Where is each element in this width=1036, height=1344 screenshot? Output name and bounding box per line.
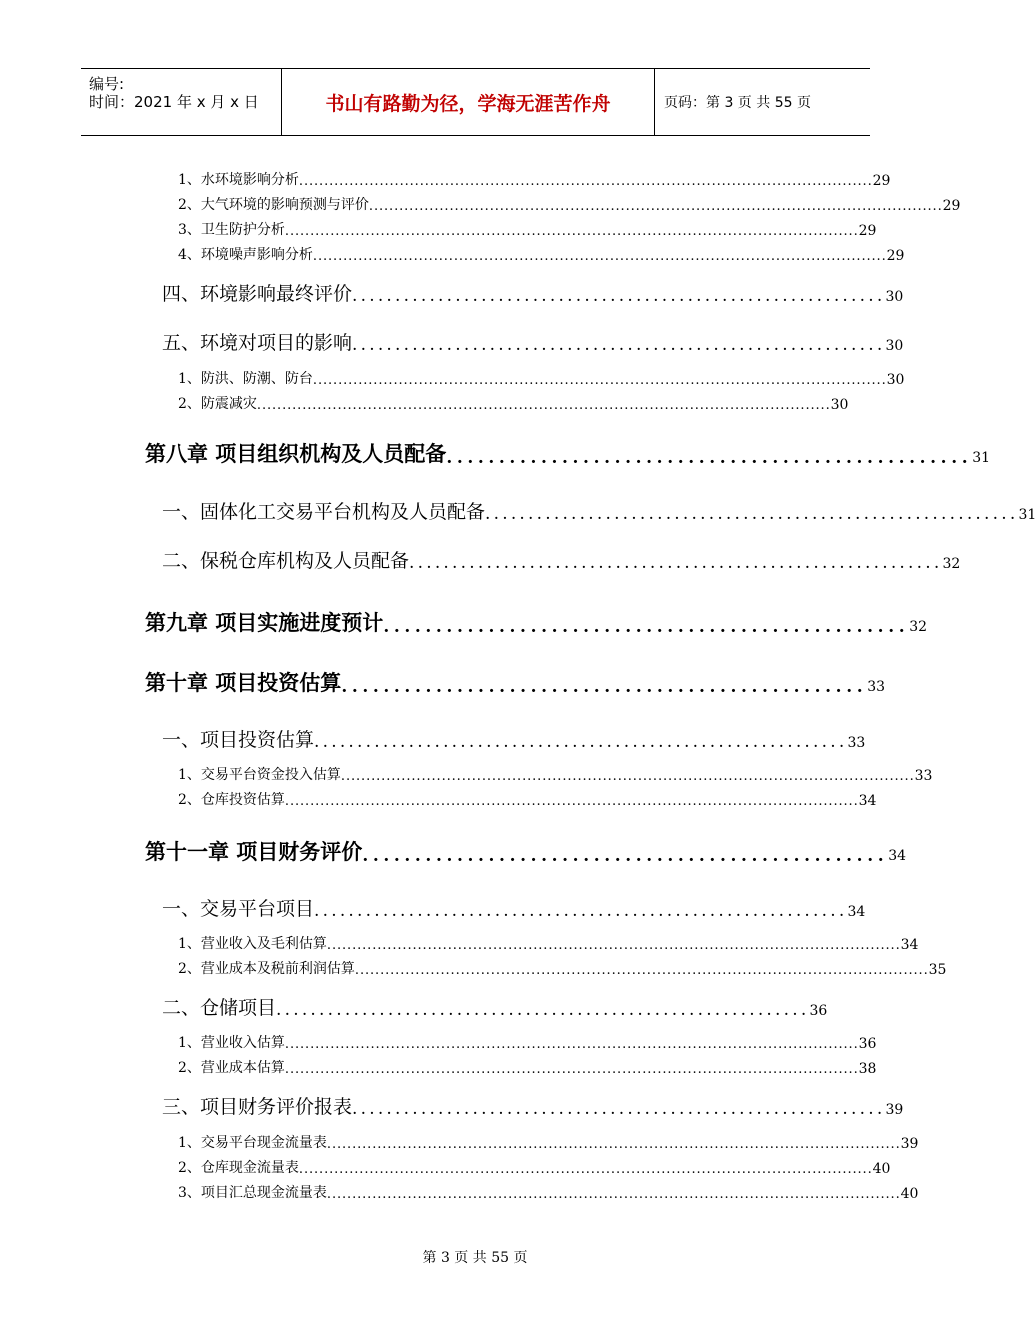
toc-leader: .................................................................................................................. — [340, 769, 915, 784]
toc-leader: .................................................................................................................. — [326, 938, 901, 953]
toc-leader: .................................................................................................................. — [312, 373, 887, 388]
toc-entry-page: 34 — [900, 937, 919, 953]
toc-entry-title: 三、项目财务评价报表 — [162, 1096, 353, 1118]
toc-leader: .................................................................................................................. — [256, 398, 831, 413]
header-motto: 书山有路勤为径，学海无涯苦作舟 — [282, 69, 655, 135]
toc-entry-page: 36 — [858, 1036, 877, 1052]
toc-entry-page: 29 — [886, 248, 905, 264]
toc-leader: .................................................. — [341, 677, 868, 697]
toc-entry[interactable] — [162, 549, 961, 573]
toc-entry[interactable] — [162, 996, 828, 1020]
toc-leader: .................................................................................................................. — [298, 174, 873, 189]
toc-entry-title: 第十章 项目投资估算 — [145, 671, 342, 695]
toc-entry-page: 34 — [847, 904, 866, 920]
toc-entry[interactable] — [162, 282, 904, 306]
toc-entry-page: 38 — [858, 1061, 877, 1077]
toc-entry-title: 1、营业收入及毛利估算 — [178, 936, 327, 952]
toc-entry-page: 40 — [872, 1161, 891, 1177]
toc-leader: .............................................................. — [485, 504, 1019, 524]
toc-entry-title: 2、仓库现金流量表 — [178, 1160, 299, 1176]
toc-entry-title: 1、水环境影响分析 — [178, 172, 299, 188]
toc-entry[interactable] — [178, 246, 905, 264]
toc-entry[interactable] — [178, 171, 891, 189]
toc-leader: .................................................................................................................. — [312, 249, 887, 264]
toc-chapter-entry[interactable] — [145, 667, 886, 697]
toc-entry-title: 第八章 项目组织机构及人员配备 — [145, 442, 447, 466]
toc-entry-page: 30 — [885, 289, 904, 305]
toc-entry-title: 第十一章 项目财务评价 — [145, 840, 363, 864]
toc-leader: .................................................................................................................. — [298, 1162, 873, 1177]
toc-entry[interactable] — [178, 1159, 891, 1177]
toc-leader: .............................................................. — [352, 1099, 886, 1119]
header-page-info: 页码：第 3 页 共 55 页 — [664, 95, 811, 111]
toc-leader: .................................................................................................................. — [368, 199, 943, 214]
toc-chapter-entry[interactable] — [145, 836, 907, 866]
toc-entry-title: 二、仓储项目 — [162, 997, 277, 1019]
toc-leader: .................................................................................................................. — [284, 1062, 859, 1077]
toc-entry[interactable] — [178, 221, 877, 239]
toc-leader: .................................................................................................................. — [326, 1137, 901, 1152]
toc-entry-page: 29 — [858, 223, 877, 239]
toc-leader: .............................................................. — [352, 286, 886, 306]
toc-leader: .............................................................. — [276, 1000, 810, 1020]
toc-leader: .............................................................. — [352, 335, 886, 355]
toc-entry-page: 31 — [972, 450, 991, 466]
toc-entry[interactable] — [162, 1095, 904, 1119]
toc-entry-page: 32 — [942, 556, 961, 572]
toc-entry-title: 2、防震减灾 — [178, 396, 257, 412]
toc-entry[interactable] — [178, 1034, 877, 1052]
toc-entry-title: 2、大气环境的影响预测与评价 — [178, 197, 369, 213]
page-header — [81, 68, 870, 136]
toc-entry[interactable] — [162, 331, 904, 355]
toc-entry-title: 1、交易平台现金流量表 — [178, 1135, 327, 1151]
toc-entry-page: 40 — [900, 1186, 919, 1202]
toc-entry-title: 4、环境噪声影响分析 — [178, 247, 313, 263]
toc-leader: .............................................................. — [409, 553, 943, 573]
toc-entry[interactable] — [178, 196, 961, 214]
page-footer: 第 3 页 共 55 页 — [422, 1250, 528, 1266]
toc-entry-title: 五、环境对项目的影响 — [162, 332, 353, 354]
toc-entry-title: 3、卫生防护分析 — [178, 222, 285, 238]
toc-leader: .................................................................................................................. — [354, 963, 929, 978]
toc-entry[interactable] — [178, 1059, 877, 1077]
header-number-label: 编号: — [89, 75, 125, 93]
toc-leader: .................................................................................................................. — [284, 794, 859, 809]
toc-entry-title: 2、营业成本估算 — [178, 1060, 285, 1076]
toc-entry-title: 1、营业收入估算 — [178, 1035, 285, 1051]
toc-entry-title: 一、交易平台项目 — [162, 898, 315, 920]
toc-entry-page: 29 — [872, 173, 891, 189]
toc-entry[interactable] — [162, 728, 866, 752]
toc-entry-page: 30 — [886, 372, 905, 388]
toc-entry-title: 一、固体化工交易平台机构及人员配备 — [162, 501, 486, 523]
toc-entry-page: 33 — [847, 735, 866, 751]
toc-entry[interactable] — [178, 1134, 919, 1152]
toc-leader: .................................................................................................................. — [284, 1037, 859, 1052]
toc-entry-page: 33 — [914, 768, 933, 784]
toc-entry[interactable] — [178, 1184, 919, 1202]
toc-entry-page: 31 — [1018, 507, 1036, 523]
toc-leader: .................................................. — [383, 617, 910, 637]
toc-entry-page: 35 — [928, 962, 947, 978]
toc-entry-title: 四、环境影响最终评价 — [162, 283, 353, 305]
toc-entry[interactable] — [178, 766, 933, 784]
toc-entry-page: 39 — [885, 1102, 904, 1118]
toc-entry-title: 1、交易平台资金投入估算 — [178, 767, 341, 783]
toc-leader: .................................................. — [362, 846, 889, 866]
toc-entry-page: 29 — [942, 198, 961, 214]
toc-entry[interactable] — [178, 395, 849, 413]
toc-entry-page: 34 — [858, 793, 877, 809]
toc-entry-title: 2、营业成本及税前利润估算 — [178, 961, 355, 977]
toc-leader: .................................................. — [446, 448, 973, 468]
toc-entry[interactable] — [162, 897, 866, 921]
toc-entry-page: 36 — [809, 1003, 828, 1019]
toc-entry-title: 3、项目汇总现金流量表 — [178, 1185, 327, 1201]
toc-entry[interactable] — [178, 370, 905, 388]
toc-entry[interactable] — [178, 935, 919, 953]
toc-entry-page: 39 — [900, 1136, 919, 1152]
toc-entry[interactable] — [162, 500, 1036, 524]
toc-entry-page: 32 — [909, 619, 928, 635]
toc-chapter-entry[interactable] — [145, 438, 991, 468]
toc-entry-title: 二、保税仓库机构及人员配备 — [162, 550, 410, 572]
toc-leader: .............................................................. — [314, 901, 848, 921]
toc-entry-page: 33 — [867, 679, 886, 695]
header-time-label: 时间：2021 年 x 月 x 日 — [89, 93, 259, 111]
toc-entry-page: 34 — [888, 848, 907, 864]
toc-chapter-entry[interactable] — [145, 607, 928, 637]
toc-entry-page: 30 — [830, 397, 849, 413]
toc-leader: .............................................................. — [314, 732, 848, 752]
header-meta-cell — [81, 69, 282, 135]
toc-leader: .................................................................................................................. — [284, 224, 859, 239]
toc-entry-title: 1、防洪、防潮、防台 — [178, 371, 313, 387]
toc-entry[interactable] — [178, 791, 877, 809]
toc-entry-title: 第九章 项目实施进度预计 — [145, 611, 384, 635]
toc-leader: .................................................................................................................. — [326, 1187, 901, 1202]
toc-entry-title: 一、项目投资估算 — [162, 729, 315, 751]
toc-entry[interactable] — [178, 960, 947, 978]
toc-entry-page: 30 — [885, 338, 904, 354]
toc-entry-title: 2、仓库投资估算 — [178, 792, 285, 808]
